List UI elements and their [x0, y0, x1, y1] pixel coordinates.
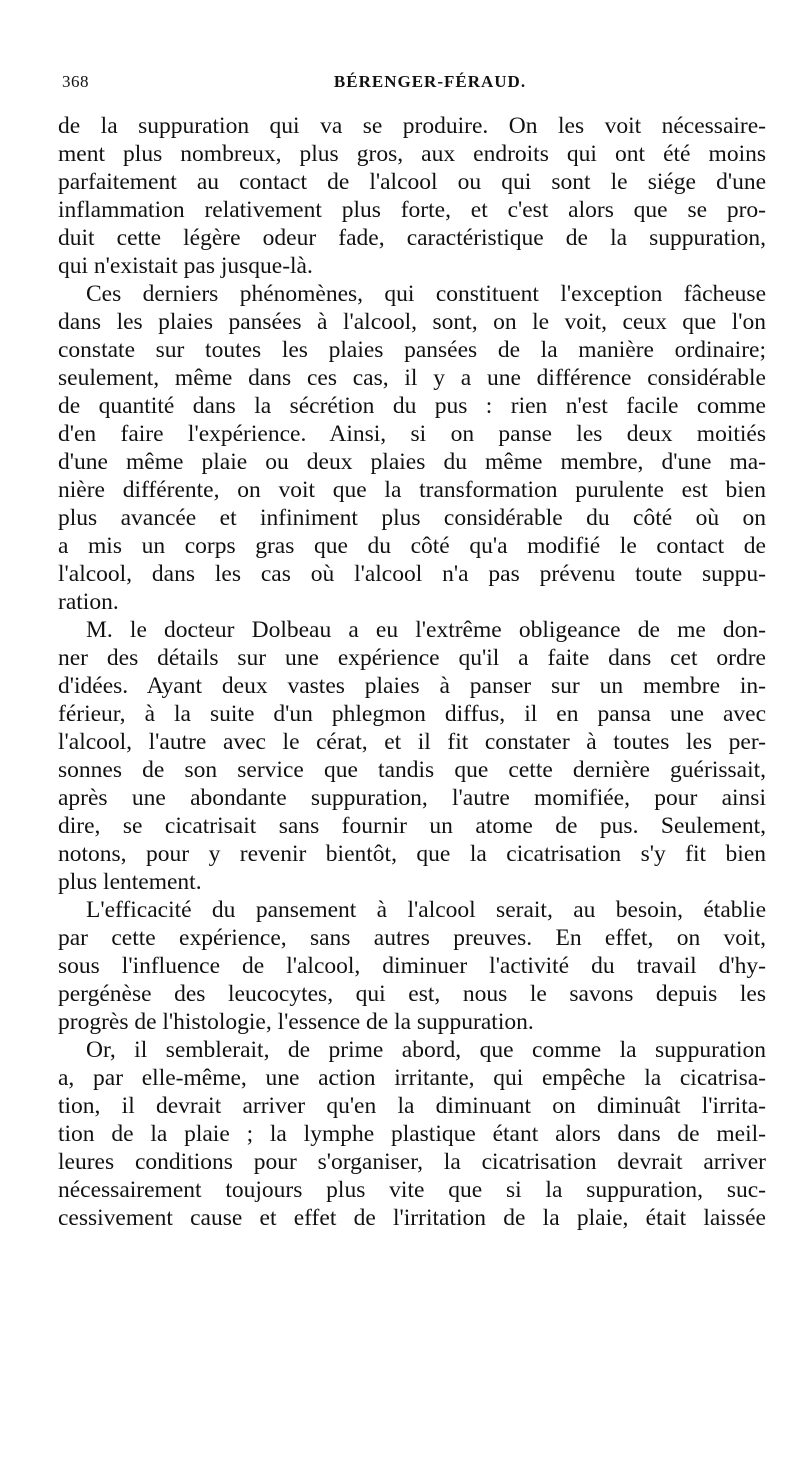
text-line: ration.	[58, 589, 119, 615]
text-line: d'une même plaie ou deux plaies du même membre, d'une ma-	[58, 449, 766, 475]
text-line: M. le docteur Dolbeau a eu l'extrême obligeance de me don-	[86, 617, 766, 643]
text-line: nécessairement toujours plus vite que si la suppuration, suc-	[58, 1177, 766, 1203]
running-head: BÉRENGER-FÉRAUD.	[333, 72, 527, 91]
text-line: l'alcool, l'autre avec le cérat, et il fit constater à toutes les per-	[58, 729, 766, 755]
text-line: d'idées. Ayant deux vastes plaies à panser sur un membre in-	[58, 673, 766, 699]
text-line: tion, il devrait arriver qu'en la diminuant on diminuât l'irrita-	[58, 1093, 766, 1119]
body-text	[58, 112, 766, 1232]
text-line: plus avancée et infiniment plus considérable du côté où on	[58, 505, 766, 531]
text-line: qui n'existait pas jusque-là.	[58, 253, 313, 279]
text-line: sous l'influence de l'alcool, diminuer l'activité du travail d'hy-	[58, 953, 766, 979]
page-number: 368	[62, 72, 89, 91]
text-line: ner des détails sur une expérience qu'il a faite dans cet ordre	[58, 645, 766, 671]
text-line: parfaitement au contact de l'alcool ou qui sont le siége d'une	[58, 169, 766, 195]
text-line: sonnes de son service que tandis que cette dernière guérissait,	[58, 757, 766, 783]
text-line: L'efficacité du pansement à l'alcool serait, au besoin, établie	[86, 897, 766, 923]
text-line: cessivement cause et effet de l'irritation de la plaie, était laissée	[58, 1205, 766, 1231]
text-line: notons, pour y revenir bientôt, que la cicatrisation s'y fit bien	[58, 841, 766, 867]
text-line: nière différente, on voit que la transformation purulente est bien	[58, 477, 766, 503]
text-line: férieur, à la suite d'un phlegmon diffus, il en pansa une avec	[58, 701, 766, 727]
text-line: ment plus nombreux, plus gros, aux endroits qui ont été moins	[58, 141, 766, 167]
text-line: par cette expérience, sans autres preuves. En effet, on voit,	[58, 925, 766, 951]
text-line: Ces derniers phénomènes, qui constituent l'exception fâcheuse	[86, 281, 766, 307]
text-line: plus lentement.	[58, 869, 202, 895]
text-line: inflammation relativement plus forte, et c'est alors que se pro-	[58, 197, 766, 223]
text-line: d'en faire l'expérience. Ainsi, si on panse les deux moitiés	[58, 421, 766, 447]
text-line: de quantité dans la sécrétion du pus : rien n'est facile comme	[58, 393, 766, 419]
text-line: duit cette légère odeur fade, caractéristique de la suppuration,	[58, 225, 766, 251]
text-line: seulement, même dans ces cas, il y a une différence considérable	[58, 365, 766, 391]
text-line: de la suppuration qui va se produire. On les voit nécessaire-	[58, 113, 766, 139]
text-line: Or, il semblerait, de prime abord, que comme la suppuration	[86, 1037, 766, 1063]
text-line: pergénèse des leucocytes, qui est, nous le savons depuis les	[58, 981, 766, 1007]
text-line: dire, se cicatrisait sans fournir un atome de pus. Seulement,	[58, 813, 766, 839]
text-line: après une abondante suppuration, l'autre momifiée, pour ainsi	[58, 785, 766, 811]
text-line: l'alcool, dans les cas où l'alcool n'a pas prévenu toute suppu-	[58, 561, 766, 587]
text-line: a mis un corps gras que du côté qu'a modifié le contact de	[58, 533, 766, 559]
text-line: constate sur toutes les plaies pansées de la manière ordinaire;	[58, 337, 766, 363]
text-line: leures conditions pour s'organiser, la cicatrisation devrait arriver	[58, 1149, 766, 1175]
text-line: dans les plaies pansées à l'alcool, sont, on le voit, ceux que l'on	[58, 309, 766, 335]
text-line: progrès de l'histologie, l'essence de la suppuration.	[58, 1009, 534, 1035]
text-line: a, par elle-même, une action irritante, qui empêche la cicatrisa-	[58, 1065, 766, 1091]
page-header	[60, 72, 760, 98]
text-line: tion de la plaie ; la lymphe plastique étant alors dans de meil-	[58, 1121, 766, 1147]
